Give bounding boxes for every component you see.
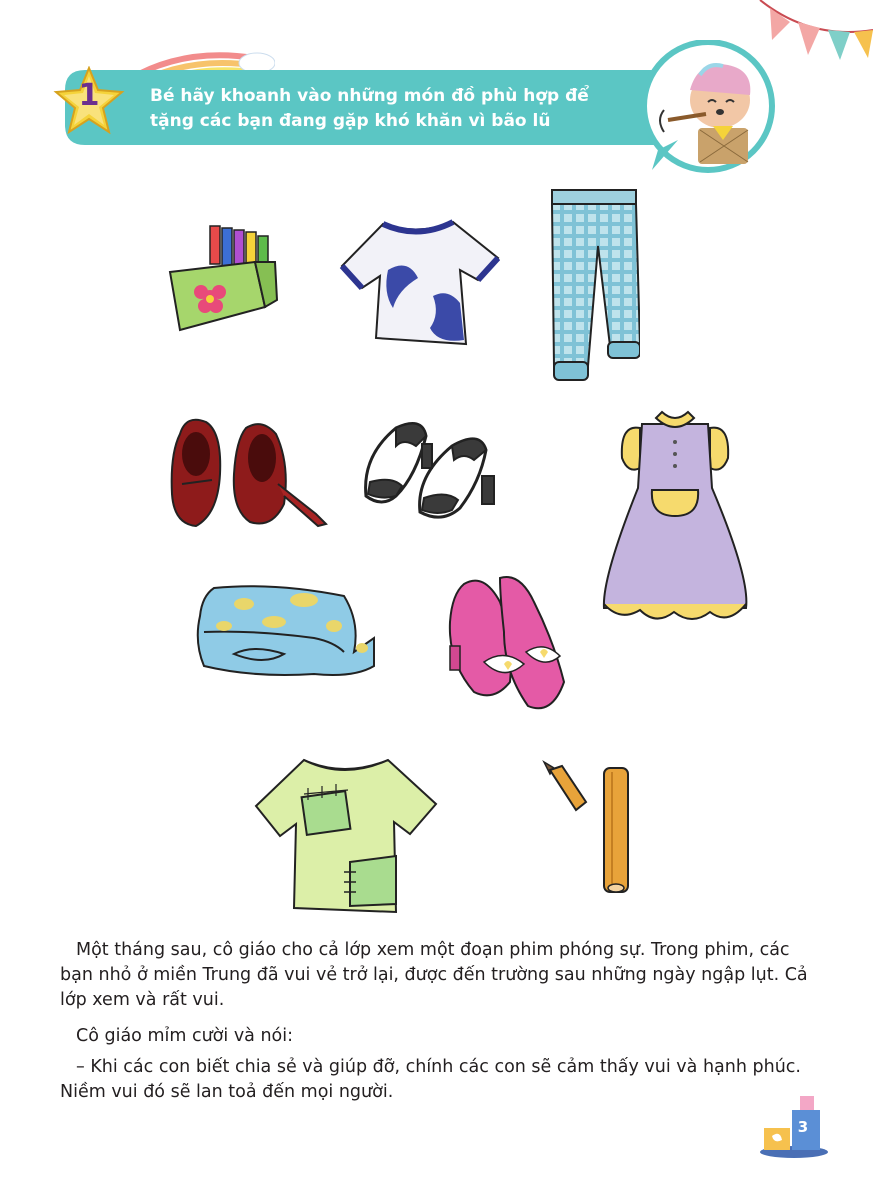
broken-pencil[interactable]: [540, 758, 640, 898]
story-paragraph-2: Cô giáo mỉm cười và nói:: [76, 1026, 294, 1046]
instruction-line-1: Bé hãy khoanh vào những món đồ phù hợp để: [150, 86, 589, 106]
black-sandals[interactable]: [356, 416, 500, 526]
exercise-number: 1: [78, 78, 100, 113]
plaid-pants[interactable]: [548, 186, 640, 386]
patched-tshirt[interactable]: [254, 754, 438, 918]
purple-dress[interactable]: [600, 408, 750, 630]
hedgehog-character: [638, 40, 778, 180]
story-paragraph-3: – Khi các con biết chia sẻ và giúp đỡ, chính các con sẽ cảm thấy vui và hạnh phúc. Niềm vui đó sẽ lan toả đến mọi người.: [60, 1057, 801, 1102]
story-paragraph-1: Một tháng sau, cô giáo cho cả lớp xem một đoạn phim phóng sự. Trong phim, các bạn nhỏ ở miền Trung đã vui vẻ trở lại, được đến trường sau những ngày ngập lụt. Cả lớp xem và rất vui.: [60, 940, 808, 1010]
blue-blanket[interactable]: [194, 582, 378, 682]
red-worn-shoes[interactable]: [166, 414, 328, 534]
page-number: 3: [797, 1118, 809, 1136]
dirty-tshirt[interactable]: [338, 218, 500, 350]
pink-glitter-shoes[interactable]: [444, 572, 580, 718]
instruction-line-2: tặng các bạn đang gặp khó khăn vì bão lũ: [150, 111, 551, 131]
exercise-instruction: [150, 84, 630, 134]
crayons-box[interactable]: [165, 222, 280, 334]
